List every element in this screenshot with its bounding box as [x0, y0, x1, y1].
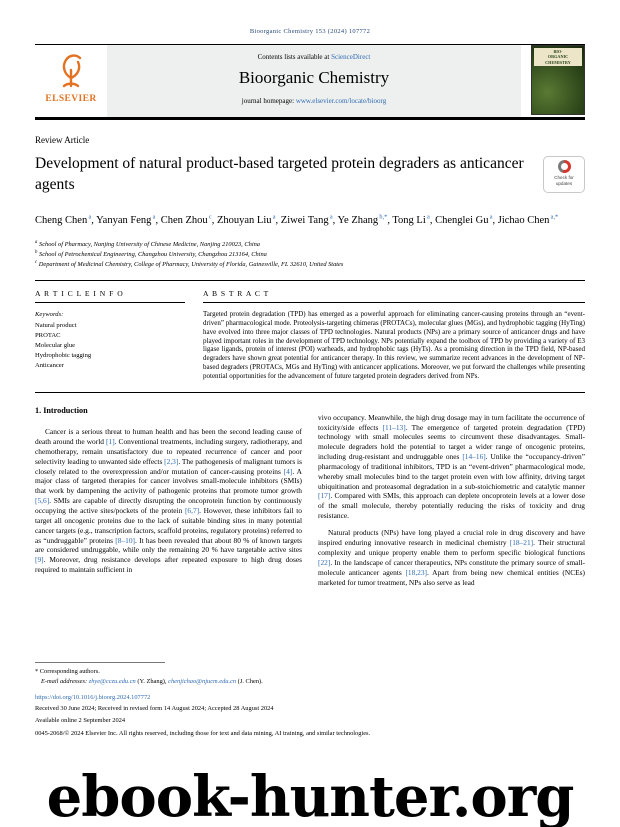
author-name: Jichao Chen $^{a,*}$	[497, 213, 559, 226]
keyword: Molecular glue	[35, 342, 76, 349]
copyright-line: 0045-2068/© 2024 Elsevier Inc. All rights reserved, including those for text and data mining, AI training, and similar technologies.	[35, 729, 371, 737]
journal-masthead	[107, 45, 521, 117]
citation-ref[interactable]: [4]	[283, 466, 293, 476]
citation-ref[interactable]: [9]	[35, 555, 44, 565]
citation-ref[interactable]: [18–21]	[509, 538, 534, 548]
available-online-line: Available online 2 September 2024	[35, 717, 126, 725]
keyword: PROTAC	[35, 331, 61, 339]
elsevier-wordmark: ELSEVIER	[45, 94, 97, 104]
author-affiliation-sup: a	[151, 213, 156, 221]
keywords-label: Keywords:	[35, 311, 64, 319]
email-line	[41, 677, 585, 687]
author-name: Tong Li $^a$	[392, 213, 430, 226]
keyword: Natural product	[35, 321, 77, 329]
keyword: Anticancer	[35, 362, 64, 370]
cover-title-line: ORGANIC	[547, 54, 569, 60]
author-affiliation-sup: a	[488, 213, 493, 221]
section-heading: 1. Introduction	[35, 406, 88, 416]
email-link-chen[interactable]: chenjichao@njucm.edu.cn	[168, 677, 237, 685]
keyword: Hydrophobic tagging	[35, 352, 92, 360]
footnote-rule	[35, 662, 165, 663]
abstract-heading: A B S T R A C T	[203, 286, 585, 303]
journal-citation: Bioorganic Chemistry 153 (2024) 107772	[249, 28, 371, 35]
author-name: Ye Zhang $^{b,*}$	[337, 213, 388, 226]
cover-title-line: BIO-	[553, 49, 563, 54]
body-column-left	[35, 405, 302, 655]
citation-ref[interactable]: [2,3]	[164, 456, 179, 466]
article-info-column	[35, 286, 185, 380]
citation-ref[interactable]: [6,7]	[184, 506, 200, 515]
elsevier-tree-icon	[54, 48, 88, 88]
email2-suffix: (J. Chen).	[236, 677, 263, 685]
author-affiliation-sup: b,*	[378, 213, 388, 221]
journal-header	[35, 44, 585, 120]
journal-title: Bioorganic Chemistry	[238, 68, 390, 87]
citation-ref[interactable]: [17]	[318, 491, 331, 501]
body-paragraph: vivo occupancy. Meanwhile, the high drug dosage may in turn facilitate the occurrence of toxicity/side effects [11–13]. The emergence of targeted protein degradation (TPD) technology with small molecules seems to circumvent these disadvantages. Small-molecule degraders hold the potential to target a wider range of oncogenic proteins, including drug-resistant and undruggable ones [14–16]. Unlike the “occupancy-driven” pharmacology of traditional inhibitors, TPD is an “event-driven” pharmacological mode, whereby small molecules bind to the target protein even with low affinity, driving target ubiquitination and proteasomal degradation in a sub-stoichiometric and catalytic manner [17]. Compared with SMIs, this approach can deplete oncoprotein levels at a lower dose of the small molecule, thereby potentially reducing the risks of toxicity and drug resistance.	[318, 412, 585, 521]
affiliation: $^a$ School of Pharmacy, Nanjing University of Chinese Medicine, Nanjing 210023, China	[35, 239, 260, 248]
citation-ref[interactable]: [11–13]	[382, 422, 406, 432]
check-updates-label: Check for updates	[554, 175, 574, 187]
email-label: E-mail addresses:	[41, 677, 88, 685]
citation-ref[interactable]: [22]	[318, 557, 331, 567]
homepage-line	[113, 97, 515, 105]
article-type: Review Article	[35, 135, 90, 145]
email1-suffix: (Y. Zhang),	[135, 677, 169, 685]
homepage-link[interactable]: www.elsevier.com/locate/bioorg	[295, 97, 387, 105]
author-list: Cheng Chen $^a$, Yanyan Feng $^a$, Chen Zhou $^c$, Zhouyan Liu $^a$, Ziwei Tang $^a$, Ye Zhang $^{b,*}$, Tong Li $^a$, Chenglei Gu $^a$, Jichao Chen $^{a,*}$	[35, 213, 559, 226]
doi-link-line	[35, 694, 585, 701]
check-for-updates-badge[interactable]	[543, 156, 585, 193]
affiliation: $^b$ School of Petrochemical Engineering, Changzhou University, Changzhou 213164, China	[35, 249, 267, 258]
affiliation-list	[35, 240, 585, 271]
article-info-heading: A R T I C L E I N F O	[35, 286, 185, 303]
author-affiliation-sup: a,*	[549, 213, 559, 221]
citation-ref[interactable]: [18,23]	[405, 567, 428, 577]
cover-title-line: CHEMISTRY	[545, 59, 571, 65]
author-affiliation-sup: a	[271, 213, 276, 221]
citation-ref[interactable]: [5,6]	[35, 496, 50, 506]
abstract-column	[203, 286, 585, 380]
author-affiliation-sup: a	[425, 213, 430, 221]
body-paragraph: Natural products (NPs) have long played a crucial role in drug discovery and have inspired enduring innovative research in medicinal chemistry [18–21]. Their structural complexity and unique property enable them to perform specific biological functions [22]. In the landscape of cancer therapeutics, NPs constitute the primary source of small-molecule anticancer agents [18,23]. Apart from being new chemical entities (NCEs) marketed for tumor treatment, NPs also serve as lead	[318, 528, 585, 587]
sciencedirect-link[interactable]: ScienceDirect	[331, 53, 371, 61]
contents-line	[113, 53, 515, 61]
author-name: Cheng Chen $^a$	[35, 213, 92, 226]
email-link-zhang[interactable]: zhye@cczu.edu.cn	[88, 677, 136, 685]
article-info-abstract-block	[35, 280, 585, 393]
keywords-block	[35, 310, 185, 371]
footnotes	[35, 667, 585, 686]
author-name: Ziwei Tang $^a$	[280, 213, 333, 226]
crossmark-icon	[558, 160, 571, 173]
abstract-text: Targeted protein degradation (TPD) has emerged as a powerful approach for eliminating cancer-causing proteins through an “event-driven” pharmacological mode. Proteolysis-targeting chimeras (PROTACs), molecular glues (MGs), and hydrophobic tagging (HyTing) have evolved into three major classes of TPD technologies. Natural products (NPs) are a primary source of anticancer drugs and have played important roles in the development of TPD technology. NPs potentially expand the toolbox of TPD by providing a variety of E3 ligase ligands, protein of interest (POI) warheads, and hydrophobic tags (HyTs). As a promising direction in the TPD field, NP-based degraders have shown great potential for anticancer therapy. In this review, we summarize recent advances in the development of NP-based degraders (PROTACs, MGs and HyTing) with anticancer applications. Moreover, we put forward the challenges while presenting potential opportunities for the advancement of future targeted protein degraders derived from NPs.	[203, 310, 585, 380]
journal-cover-thumbnail[interactable]	[531, 45, 585, 115]
keyword-list	[35, 321, 185, 372]
author-affiliation-sup: a	[328, 213, 333, 221]
contents-prefix: Contents lists available at	[257, 53, 330, 61]
elsevier-logo[interactable]	[35, 45, 107, 117]
history-line: Received 30 June 2024; Received in revised form 14 August 2024; Accepted 28 August 2024	[35, 704, 274, 712]
header-rule	[35, 117, 585, 120]
author-name: Chenglei Gu $^a$	[435, 213, 493, 226]
doi-link[interactable]: https://doi.org/10.1016/j.bioorg.2024.107772	[35, 693, 151, 701]
article-title: Development of natural product-based targeted protein degraders as anticancer agents	[35, 155, 524, 193]
citation-ref[interactable]: [8–10]	[115, 535, 135, 545]
author-affiliation-sup: a	[87, 213, 92, 221]
corresponding-note: * Corresponding authors.	[35, 668, 100, 676]
author-name: Zhouyan Liu $^a$	[216, 213, 276, 226]
cover-title	[534, 48, 582, 66]
body-column-right	[318, 405, 585, 655]
author-affiliation-sup: c	[207, 213, 212, 221]
author-name: Yanyan Feng $^a$	[96, 213, 156, 226]
article-body	[35, 405, 585, 655]
citation-ref[interactable]: [14–16]	[462, 452, 486, 462]
affiliation: $^c$ Department of Medicinal Chemistry, College of Pharmacy, University of Florida, Gainesville, FL 32610, United States	[35, 259, 344, 269]
homepage-prefix: journal homepage:	[241, 97, 295, 105]
citation-ref[interactable]: [1]	[106, 437, 115, 447]
author-name: Chen Zhou $^c$	[160, 213, 212, 226]
body-paragraph: Cancer is a serious threat to human health and has been the second leading cause of death around the world [1]. Conventional treatments, including surgery, radiotherapy, and chemotherapy, remain unsatisfactory due to repeated recurrence of cancer and poor selectivity leading to unwanted side effects [2,3]. The pathogenesis of malignant tumors is closely related to the overexpression and/or mutation of cancer-causing proteins [4]. A major class of targeted therapies for cancer involves small-molecule inhibitors (SMIs) that work by dampening the activity of pathogenic proteins that promote tumor growth [5,6]. SMIs are capable of directly disrupting the oncoprotein function by continuously occupying the active sites/pockets of the protein [6,7]. However, these inhibitors fail to target all oncogenic proteins due to the lack of suitable binding sites in many potential cancer targets (e.g., transcription factors, scaffold proteins, regulatory proteins) referred to as “undruggable” proteins [8–10]. It has been revealed that about 80 % of known targets are considered undruggable, while only the remaining 20 % have targetable active sites [9]. Moreover, drug resistance develops after repeated exposure to high drug doses required to maintain sufficient in	[35, 427, 303, 575]
ebook-hunter-watermark: ebook-hunter.org	[46, 764, 574, 827]
